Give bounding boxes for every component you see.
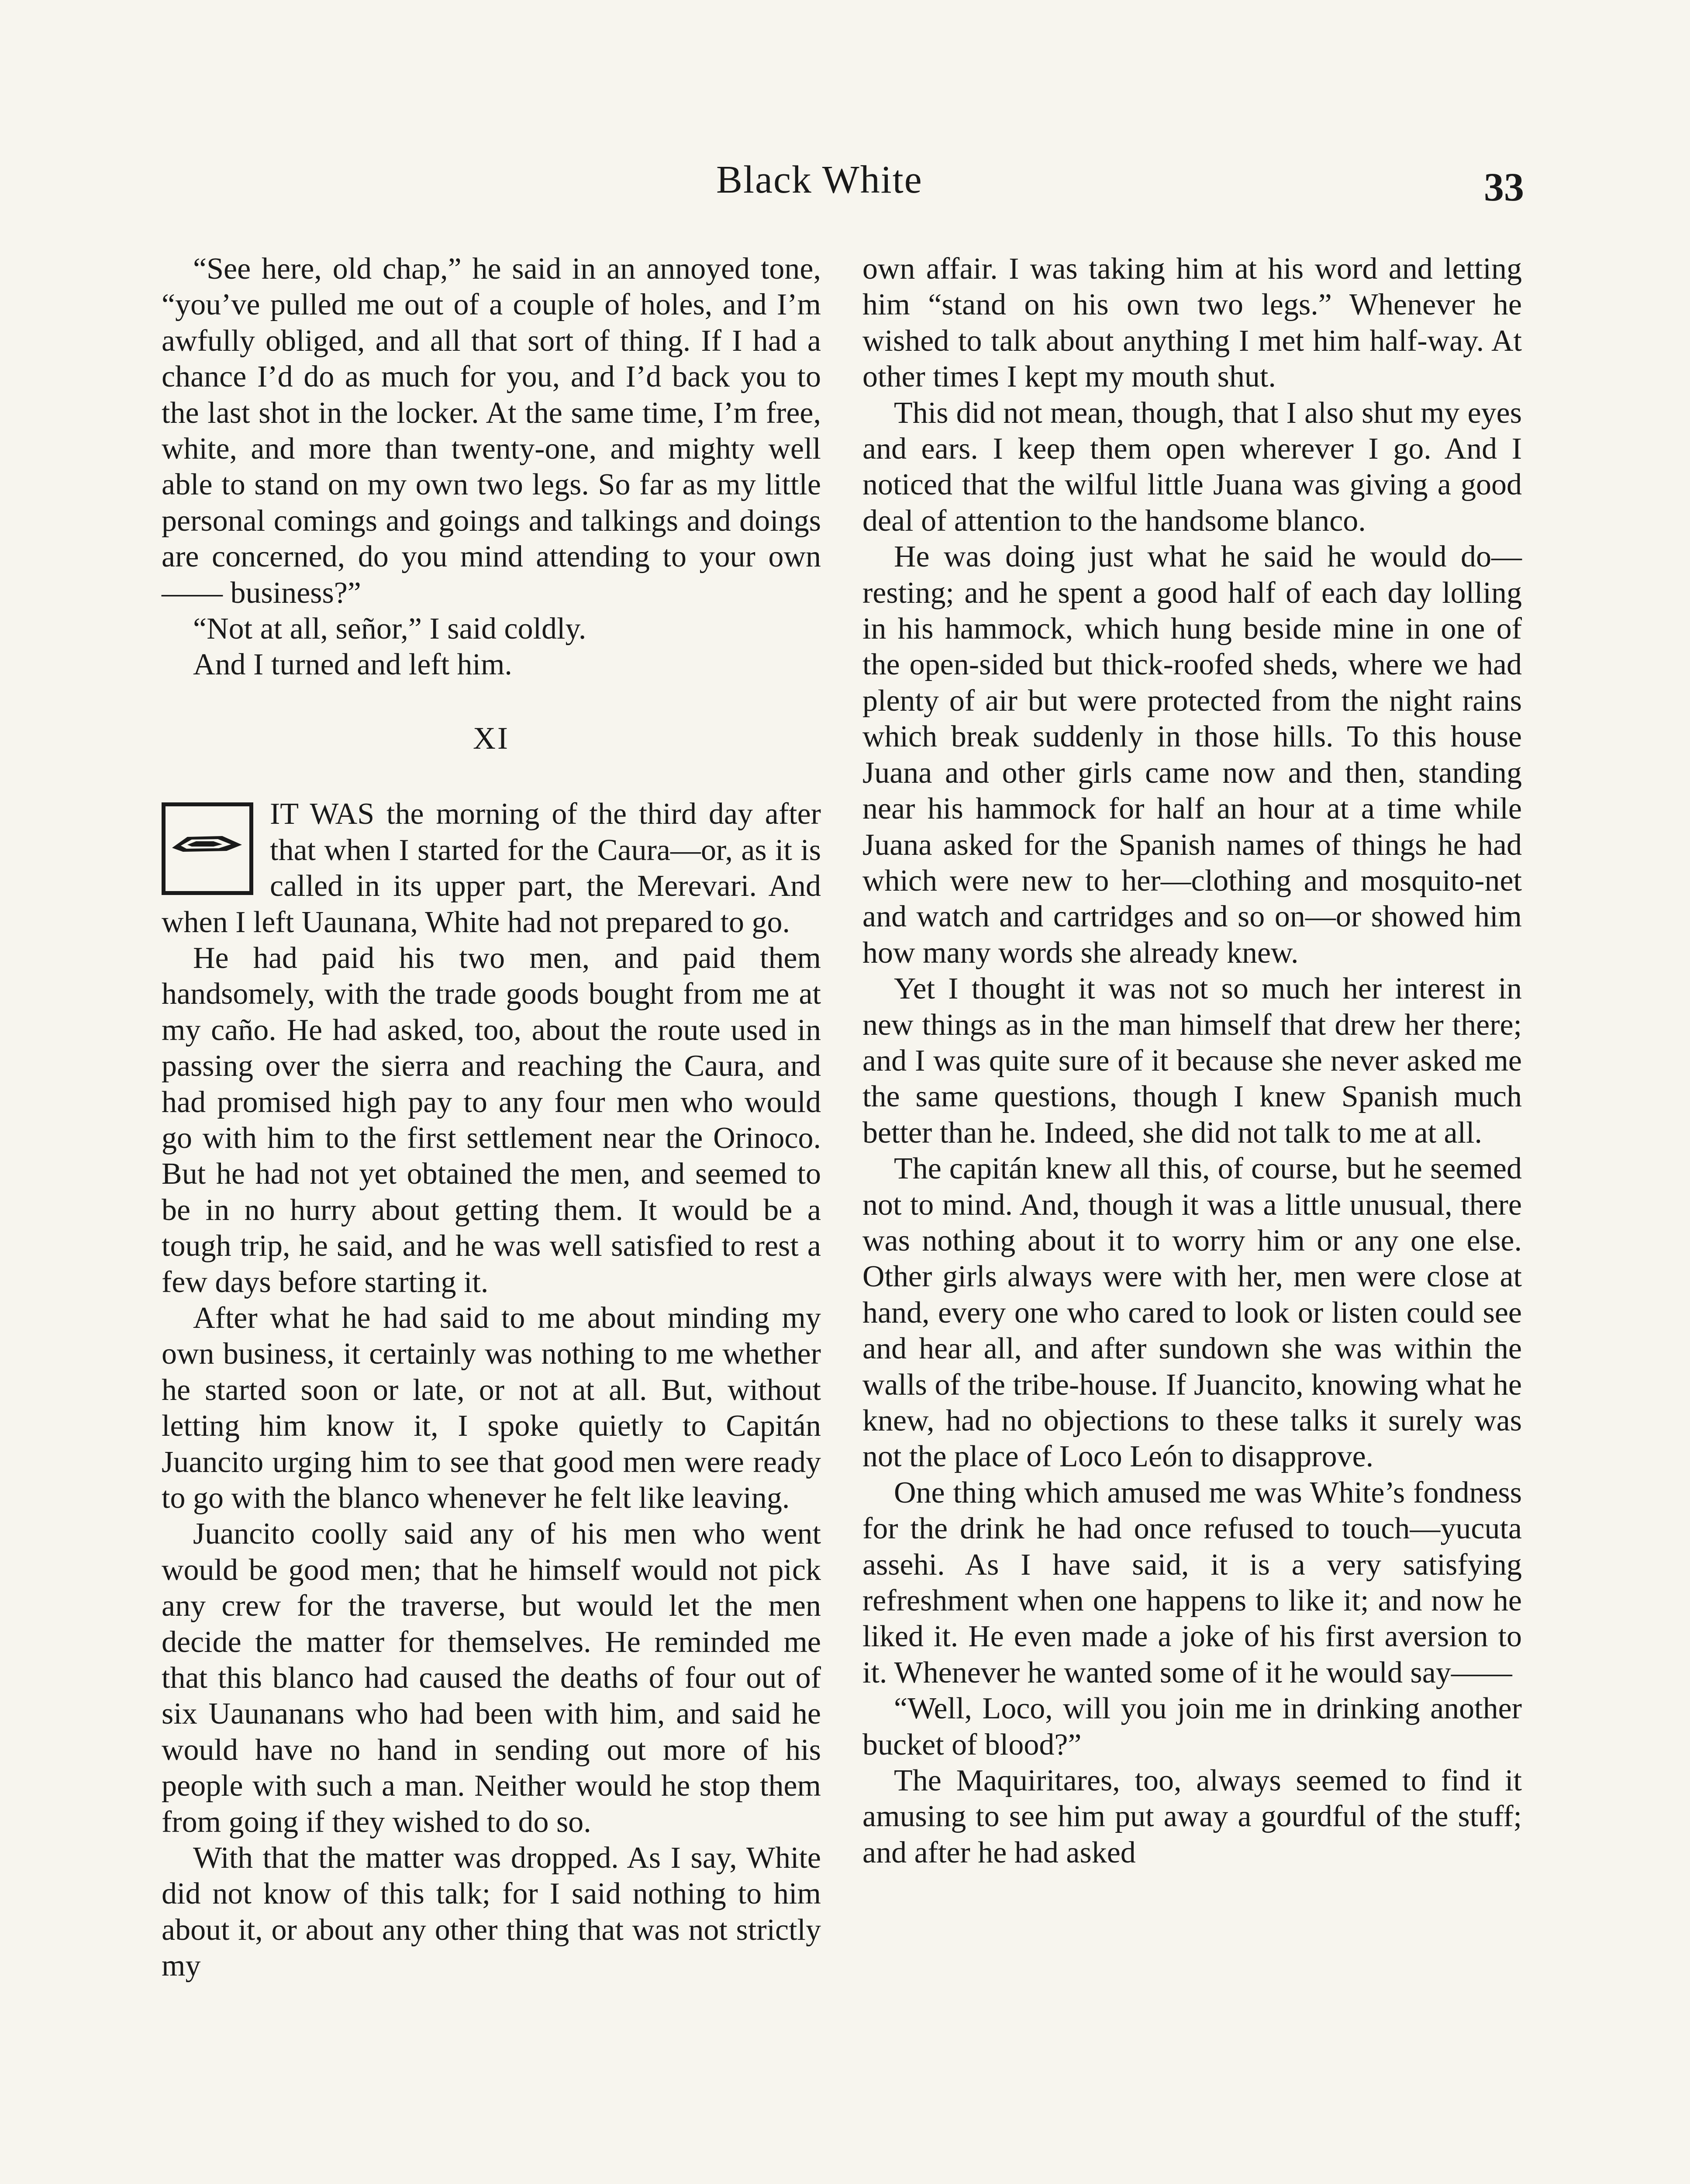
lead-paragraph: the morning of the third day after that when I started for the Caura—or, as it is called in its upper part, the Merevari. And when I left Uaunana, White had not prepared to go.: [162, 797, 821, 939]
paragraph: And I turned and left him.: [193, 648, 512, 682]
chapter-opening: [162, 796, 821, 940]
paragraph: The Maquiritares, too, always seemed to find it amusing to see him put away a gourdful of the stuff; and after he had asked: [862, 1764, 1522, 1870]
page-number: 33: [1484, 165, 1524, 209]
paragraph: This did not mean, though, that I also shut my eyes and ears. I keep them open wherever I go. And I noticed that the wilful little Juana was giving a good deal of attention to the handsome blanco.: [862, 396, 1522, 538]
paragraph: One thing which amused me was White’s fondness for the drink he had once refused to touch—yucuta assehi. As I have said, it is a very satisfying refreshment when one happens to like it; and now he liked it. He even made a joke of his first aversion to it. Whenever he wanted some of it he would say——: [862, 1476, 1522, 1690]
paragraph: The capitán knew all this, of course, but he seemed not to mind. And, though it was a little unusual, there was nothing about it to worry him or any one else. Other girls always were with her, men were close at hand, every one who cared to look or listen could see and hear all, and after sundown she was within the walls of the tribe-house. If Juancito, knowing what he knew, had no objections to these talks it surely was not the place of Loco León to disapprove.: [862, 1152, 1522, 1474]
paragraph: He was doing just what he said he would do—resting; and he spent a good half of each day lolling in his hammock, which hung beside mine in one of the open-sided but thick-roofed sheds, where we had plenty of air but were protected from the night rains which break suddenly in those hills. To this house Juana and other girls came now and then, standing near his hammock for half an hour at a time while Juana asked for the Spanish names of things he had which were new to her—clothing and mosquito-net and watch and cartridges and so on—or showed him how many words she already knew.: [862, 540, 1522, 970]
paragraph: “See here, old chap,” he said in an annoyed tone, “you’ve pulled me out of a couple of holes, and I’m awfully obliged, and all that sort of thing. If I had a chance I’d do as much for you, and I’d back you to the last shot in the locker. At the same time, I’m free, white, and more than twenty-one, and mighty well able to stand on my own two legs. So far as my little personal comings and goings and talkings and doings are concerned, do you mind attending to your own —— business?”: [162, 252, 821, 610]
paragraph: After what he had said to me about minding my own business, it certainly was nothing to me whether he started soon or late, or not at all. But, without letting him know it, I spoke quietly to Capitán Juancito urging him to see that good men were ready to go with the blanco whenever he felt like leaving.: [162, 1301, 821, 1515]
right-column: [862, 251, 1522, 1871]
paragraph: He had paid his two men, and paid them handsomely, with the trade goods bought from me at my caño. He had asked, too, about the route used in passing over the sierra and reaching the Caura, and had promised high pay to any four men who would go with him to the first settlement near the Orinoco. But he had not yet obtained the men, and seemed to be in no hurry about getting them. It would be a tough trip, he said, and he was well satisfied to rest a few days before starting it.: [162, 941, 821, 1299]
paragraph: “Not at all, señor,” I said coldly.: [193, 612, 586, 646]
left-column: [162, 251, 821, 1984]
paragraph: Juancito coolly said any of his men who went would be good men; that he himself would not pick any crew for the traverse, but would let the men decide the matter for themselves. He reminded me that this blanco had caused the deaths of four out of six Uaunanans who had been with him, and said he would have no hand in sending out more of his people with such a man. Neither would he stop them from going if they wished to do so.: [162, 1517, 821, 1839]
section-heading: XI: [473, 720, 510, 756]
dropcap-lead-words: IT WAS: [270, 797, 375, 831]
decorative-initial-icon: [162, 802, 253, 895]
paragraph: own affair. I was taking him at his word and letting him “stand on his own two legs.” Whenever he wished to talk about anything I met him half-way. At other times I kept my mouth shut.: [862, 252, 1522, 394]
paragraph: “Well, Loco, will you join me in drinking another bucket of blood?”: [862, 1692, 1522, 1762]
page-header-title: Black White: [716, 158, 923, 201]
paragraph: Yet I thought it was not so much her interest in new things as in the man himself that drew her there; and I was quite sure of it because she never asked me the same questions, though I knew Spanish much better than he. Indeed, she did not talk to me at all.: [862, 972, 1522, 1150]
paragraph: With that the matter was dropped. As I say, White did not know of this talk; for I said nothing to him about it, or about any other thing that was not strictly my: [162, 1841, 821, 1983]
